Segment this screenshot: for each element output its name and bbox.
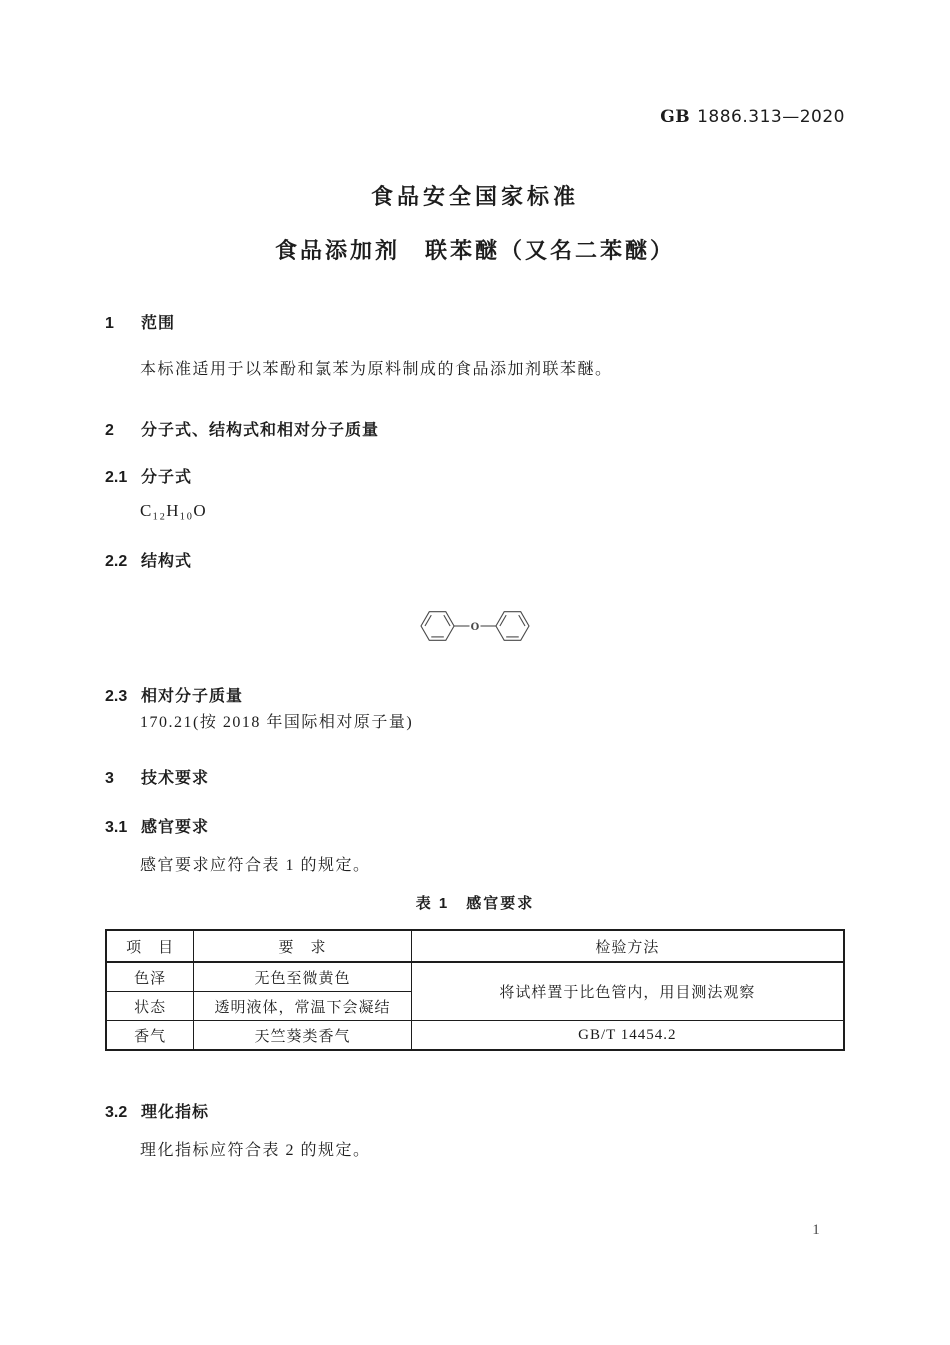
heading-text: 理化指标 <box>141 1104 210 1121</box>
heading-number: 2 <box>105 422 114 439</box>
heading-molecular-formula <box>105 464 845 487</box>
col-header-requirement: 要 求 <box>194 930 411 962</box>
doc-code-prefix: GB <box>660 107 691 127</box>
cell-requirement: 透明液体，常温下会凝结 <box>194 992 411 1021</box>
heading-text: 技术要求 <box>141 770 210 787</box>
paragraph-physchem: 理化指标应符合表 2 的规定。 <box>140 1142 371 1159</box>
heading-number: 3.1 <box>105 819 128 836</box>
cell-item: 色泽 <box>106 962 194 992</box>
col-header-method: 检验方法 <box>411 930 844 962</box>
paragraph-sensory: 感官要求应符合表 1 的规定。 <box>140 857 371 874</box>
heading-number: 2.3 <box>105 688 128 705</box>
table-row <box>106 962 844 992</box>
cell-method-merged: 将试样置于比色管内，用目测法观察 <box>411 962 844 1021</box>
heading-text: 分子式 <box>141 469 193 486</box>
heading-text: 相对分子质量 <box>141 688 244 705</box>
heading-text: 分子式、结构式和相对分子质量 <box>141 422 380 439</box>
molecular-formula-value: C₁₂H₁₀O <box>140 501 207 520</box>
cell-requirement: 天竺葵类香气 <box>194 1021 411 1051</box>
heading-molecular-mass <box>105 683 845 706</box>
cell-method: GB/T 14454.2 <box>411 1021 844 1051</box>
standard-title: 食品安全国家标准 <box>370 184 579 209</box>
diphenyl-ether-structure <box>410 606 540 646</box>
cell-item: 状态 <box>106 992 194 1021</box>
standard-subtitle: 食品添加剂 联苯醚（又名二苯醚） <box>274 238 675 263</box>
heading-number: 3 <box>105 770 114 787</box>
heading-number: 3.2 <box>105 1104 128 1121</box>
page-number: 1 <box>812 1222 820 1238</box>
oxygen-label: O <box>470 621 480 633</box>
cell-item: 香气 <box>106 1021 194 1051</box>
table1-caption: 表 1 感官要求 <box>415 895 535 912</box>
heading-technical <box>105 765 845 788</box>
benzene-ring-left <box>421 612 454 641</box>
sensory-requirements-table <box>105 929 845 1051</box>
heading-structural-formula <box>105 548 845 571</box>
table-header-row <box>106 930 844 962</box>
heading-number: 2.2 <box>105 553 128 570</box>
paragraph-scope: 本标准适用于以苯酚和氯苯为原料制成的食品添加剂联苯醚。 <box>140 361 613 378</box>
heading-number: 2.1 <box>105 469 128 486</box>
cell-requirement: 无色至微黄色 <box>194 962 411 992</box>
heading-formulas <box>105 417 845 440</box>
col-header-item: 项 目 <box>106 930 194 962</box>
heading-number: 1 <box>105 315 114 332</box>
doc-code-number: 1886.313—2020 <box>697 107 845 127</box>
heading-text: 范围 <box>141 315 176 332</box>
heading-sensory <box>105 814 845 837</box>
paragraph-molecular-mass: 170.21(按 2018 年国际相对原子量) <box>140 714 414 731</box>
heading-scope <box>105 310 845 333</box>
doc-code <box>105 107 845 127</box>
table-row <box>106 1021 844 1051</box>
structure-diagram <box>0 606 950 651</box>
heading-text: 感官要求 <box>141 819 210 836</box>
heading-text: 结构式 <box>141 553 193 570</box>
heading-physchem <box>105 1099 845 1122</box>
benzene-ring-right <box>496 612 529 641</box>
